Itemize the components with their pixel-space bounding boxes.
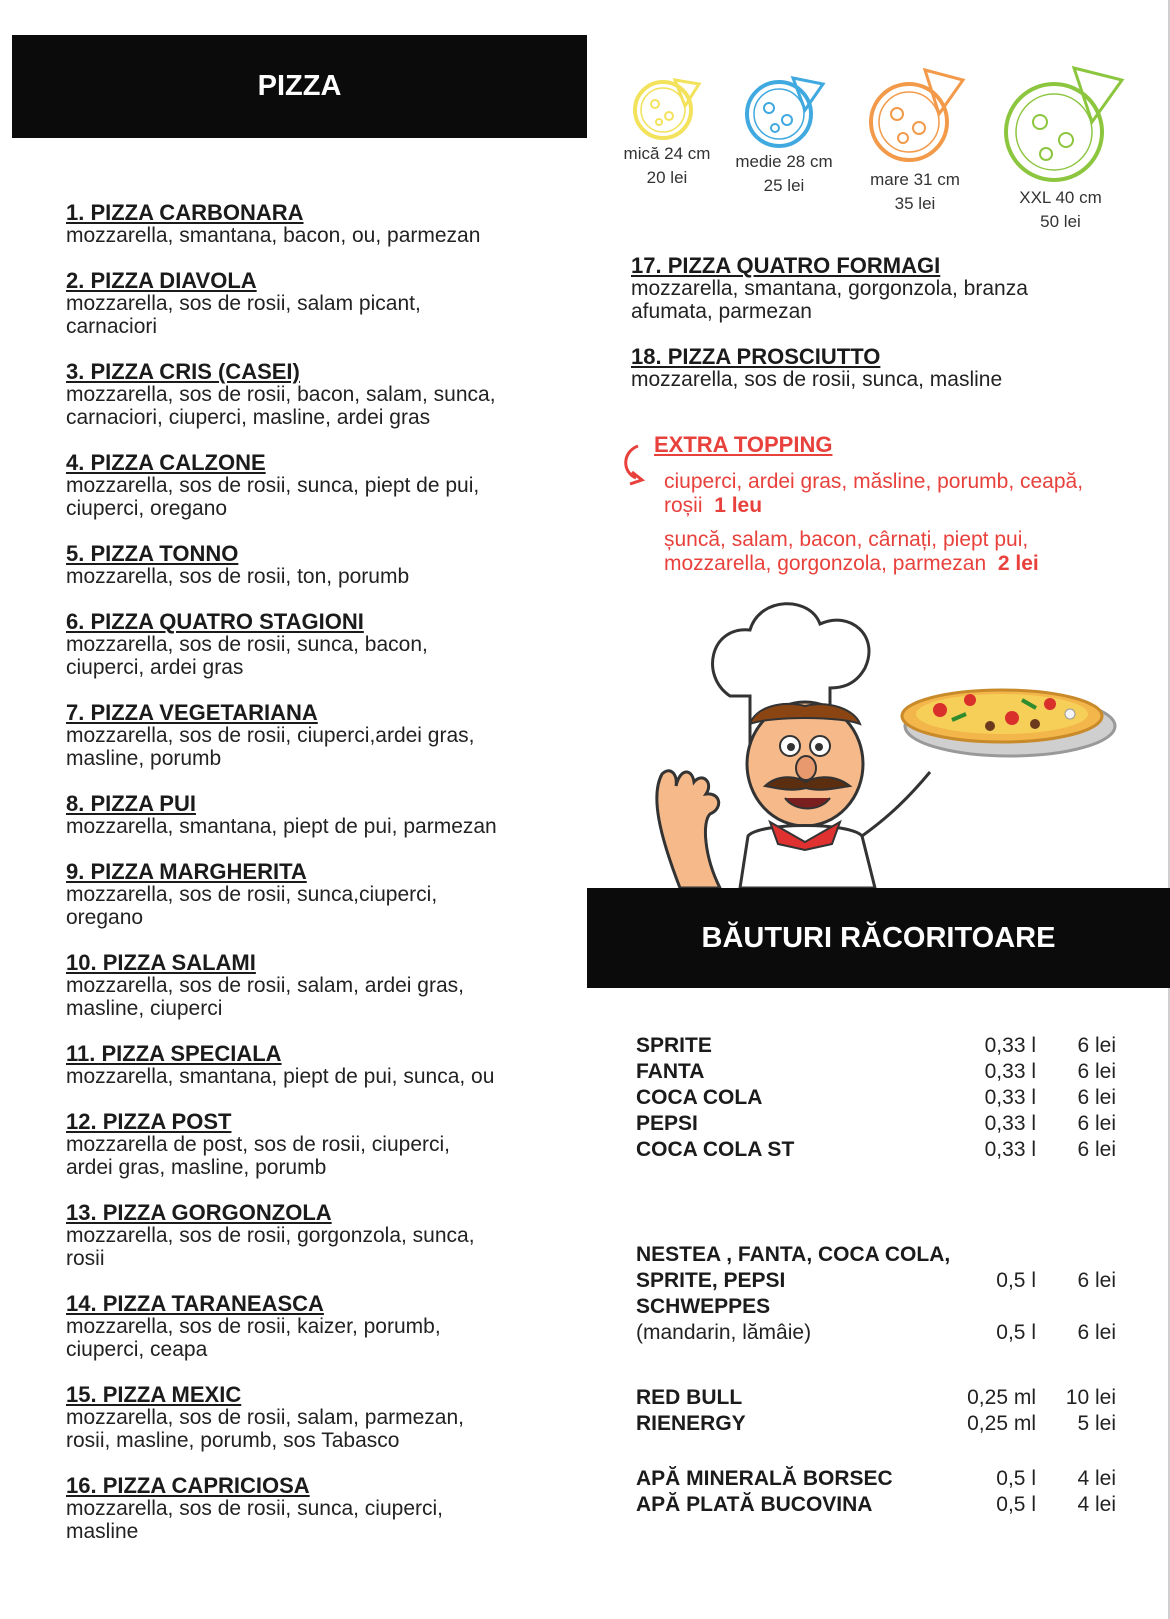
pizza-heading: PIZZA <box>12 35 587 138</box>
drink-volume: 0,25 ml <box>967 1412 1036 1435</box>
pizza-desc: mozzarella, sos de rosii, sunca, ciuperci, <box>66 1497 443 1520</box>
pizza-title: 7. PIZZA VEGETARIANA <box>66 700 318 725</box>
drink-price: 5 lei <box>1077 1412 1116 1435</box>
pizza-title: 1. PIZZA CARBONARA <box>66 200 304 225</box>
pizza-desc: mozzarella, smantana, piept de pui, parmezan <box>66 815 497 838</box>
drink-price: 10 lei <box>1065 1386 1116 1409</box>
drink-volume: 0,33 l <box>984 1034 1036 1057</box>
pizza-desc: mozzarella, sos de rosii, bacon, salam, sunca, <box>66 383 496 406</box>
size-small <box>612 70 722 190</box>
drink-name: FANTA <box>636 1060 705 1083</box>
size-xxl <box>988 62 1133 234</box>
pizza-item <box>631 254 1151 323</box>
pizza-desc: mozzarella, smantana, bacon, ou, parmezan <box>66 224 481 247</box>
pizza-desc: mozzarella, sos de rosii, salam, parmezan, <box>66 1406 464 1429</box>
small-pizza-icon <box>629 70 705 142</box>
pizza-desc: ciuperci, ardei gras <box>66 656 244 679</box>
drink-name: NESTEA , FANTA, COCA COLA, <box>636 1243 951 1266</box>
pizza-desc: ciuperci, ceapa <box>66 1338 208 1361</box>
drink-volume: 0,5 l <box>996 1467 1036 1490</box>
pizza-desc: mozzarella, sos de rosii, gorgonzola, sunca, <box>66 1224 475 1247</box>
pizza-item <box>66 1201 566 1270</box>
pizza-item <box>66 610 566 679</box>
pizza-title: 10. PIZZA SALAMI <box>66 950 256 975</box>
pizza-item <box>66 701 566 770</box>
pizza-desc: mozzarella, sos de rosii, sunca, bacon, <box>66 633 428 656</box>
size-large-label: mare 31 cm <box>870 170 960 189</box>
size-large-price: 35 lei <box>894 194 936 213</box>
drink-row <box>636 1321 1116 1347</box>
drink-price: 6 lei <box>1077 1086 1116 1109</box>
xxl-pizza-icon <box>994 62 1128 186</box>
extra-topping-line <box>664 470 1134 518</box>
pizza-item <box>66 1292 566 1361</box>
pizza-desc: ciuperci, oregano <box>66 497 228 520</box>
drink-subtitle: (mandarin, lămâie) <box>636 1321 812 1344</box>
pizza-item <box>66 451 566 520</box>
pizza-item <box>66 951 566 1020</box>
size-xxl-label: XXL 40 cm <box>1019 188 1102 207</box>
drink-volume: 0,33 l <box>984 1138 1036 1161</box>
pizza-desc: mozzarella, sos de rosii, ciuperci,ardei gras, <box>66 724 475 747</box>
pizza-item <box>66 201 566 247</box>
drinks-heading: BĂUTURI RĂCORITOARE <box>587 888 1170 988</box>
size-medium-price: 25 lei <box>763 176 805 195</box>
drink-name: SCHWEPPES <box>636 1295 771 1318</box>
pizza-desc: mozzarella, sos de rosii, kaizer, porumb, <box>66 1315 441 1338</box>
drink-name: RIENERGY <box>636 1412 746 1435</box>
drink-volume: 0,25 ml <box>967 1386 1036 1409</box>
pizza-desc: masline, porumb <box>66 747 222 770</box>
extra-topping-price: 1 leu <box>714 494 763 517</box>
pizza-title: 2. PIZZA DIAVOLA <box>66 268 257 293</box>
pizza-title: 6. PIZZA QUATRO STAGIONI <box>66 609 364 634</box>
drink-row <box>636 1086 1116 1112</box>
drink-volume: 0,33 l <box>984 1060 1036 1083</box>
pizza-desc: mozzarella, sos de rosii, sunca,ciuperci, <box>66 883 438 906</box>
pizza-desc: ardei gras, masline, porumb <box>66 1156 327 1179</box>
drink-volume: 0,5 l <box>996 1493 1036 1516</box>
drink-row <box>636 1034 1116 1060</box>
pizza-title: 12. PIZZA POST <box>66 1109 232 1134</box>
drink-volume: 0,33 l <box>984 1086 1036 1109</box>
pizza-desc: mozzarella, sos de rosii, salam picant, <box>66 292 421 315</box>
drink-name: RED BULL <box>636 1386 743 1409</box>
drink-name: SPRITE <box>636 1034 712 1057</box>
drink-row <box>636 1295 1116 1321</box>
drink-row <box>636 1412 1116 1438</box>
drink-price: 6 lei <box>1077 1112 1116 1135</box>
drink-volume: 0,33 l <box>984 1112 1036 1135</box>
pizza-item <box>66 860 566 929</box>
pizza-desc: mozzarella de post, sos de rosii, ciuperci, <box>66 1133 450 1156</box>
extra-topping-text: roșii <box>664 494 703 517</box>
size-xxl-price: 50 lei <box>1040 212 1081 231</box>
pizza-title: 11. PIZZA SPECIALA <box>66 1041 282 1066</box>
pizza-desc: mozzarella, smantana, piept de pui, sunca, ou <box>66 1065 495 1088</box>
extra-topping-line <box>664 528 1134 576</box>
drink-row <box>636 1386 1116 1412</box>
pizza-desc: mozzarella, sos de rosii, sunca, piept de pui, <box>66 474 480 497</box>
pizza-item <box>66 1383 566 1452</box>
pizza-desc: rosii, masline, porumb, sos Tabasco <box>66 1429 400 1452</box>
drink-row <box>636 1112 1116 1138</box>
size-large <box>850 64 980 216</box>
drink-name: COCA COLA ST <box>636 1138 795 1161</box>
drink-name: PEPSI <box>636 1112 698 1135</box>
drink-volume: 0,5 l <box>996 1321 1036 1344</box>
extra-topping-price: 2 lei <box>997 552 1039 575</box>
pizza-item <box>66 269 566 338</box>
extra-topping-text: ciuperci, ardei gras, măsline, porumb, ceapă, <box>664 470 1084 493</box>
extra-topping-title: EXTRA TOPPING <box>654 432 833 457</box>
pizza-item <box>66 792 566 838</box>
drink-name: APĂ MINERALĂ BORSEC <box>636 1467 893 1490</box>
size-medium-label: medie 28 cm <box>735 152 833 171</box>
pizza-desc: afumata, parmezan <box>631 300 812 323</box>
curved-arrow-icon <box>620 442 650 488</box>
drink-price: 6 lei <box>1077 1060 1116 1083</box>
pizza-title: 3. PIZZA CRIS (CASEI) <box>66 359 300 384</box>
pizza-item <box>66 542 566 588</box>
extra-topping-text: mozzarella, gorgonzola, parmezan <box>664 552 987 575</box>
pizza-title: 16. PIZZA CAPRICIOSA <box>66 1473 310 1498</box>
pizza-desc: carnaciori, ciuperci, masline, ardei gras <box>66 406 431 429</box>
pizza-item <box>631 345 1151 391</box>
pizza-title: 13. PIZZA GORGONZOLA <box>66 1200 332 1225</box>
pizza-title: 5. PIZZA TONNO <box>66 541 239 566</box>
drink-row <box>636 1243 1116 1269</box>
size-small-price: 20 lei <box>646 168 688 187</box>
drink-row <box>636 1493 1116 1519</box>
pizza-title: 17. PIZZA QUATRO FORMAGI <box>631 253 941 278</box>
drink-row <box>636 1467 1116 1493</box>
pizza-title: 4. PIZZA CALZONE <box>66 450 266 475</box>
pizza-item <box>66 1042 566 1088</box>
pizza-item <box>66 360 566 429</box>
size-medium <box>724 70 844 198</box>
pizza-item <box>66 1110 566 1179</box>
chef-illustration <box>640 596 1120 888</box>
pizza-desc: masline <box>66 1520 139 1543</box>
drink-price: 6 lei <box>1077 1321 1116 1344</box>
pizza-item <box>66 1474 566 1543</box>
drink-price: 6 lei <box>1077 1138 1116 1161</box>
size-small-label: mică 24 cm <box>623 144 711 163</box>
pizza-desc: mozzarella, sos de rosii, ton, porumb <box>66 565 410 588</box>
drink-row <box>636 1060 1116 1086</box>
pizza-title: 9. PIZZA MARGHERITA <box>66 859 307 884</box>
drink-price: 6 lei <box>1077 1269 1116 1292</box>
drink-volume: 0,5 l <box>996 1269 1036 1292</box>
pizza-title: 15. PIZZA MEXIC <box>66 1382 242 1407</box>
drink-name: COCA COLA <box>636 1086 763 1109</box>
drink-row <box>636 1269 1116 1295</box>
pizza-desc: mozzarella, smantana, gorgonzola, branza <box>631 277 1028 300</box>
extra-topping-text: șuncă, salam, bacon, cârnați, piept pui, <box>664 528 1029 551</box>
pizza-title: 8. PIZZA PUI <box>66 791 196 816</box>
drink-price: 4 lei <box>1077 1493 1116 1516</box>
drink-price: 4 lei <box>1077 1467 1116 1490</box>
pizza-desc: carnaciori <box>66 315 158 338</box>
pizza-desc: oregano <box>66 906 144 929</box>
drink-price: 6 lei <box>1077 1034 1116 1057</box>
drink-name: SPRITE, PEPSI <box>636 1269 786 1292</box>
pizza-desc: masline, ciuperci <box>66 997 223 1020</box>
medium-pizza-icon <box>739 70 829 150</box>
large-pizza-icon <box>863 64 967 168</box>
drink-row <box>636 1138 1116 1164</box>
pizza-title: 18. PIZZA PROSCIUTTO <box>631 344 881 369</box>
pizza-desc: mozzarella, sos de rosii, salam, ardei gras, <box>66 974 464 997</box>
drink-name: APĂ PLATĂ BUCOVINA <box>636 1493 873 1516</box>
pizza-title: 14. PIZZA TARANEASCA <box>66 1291 324 1316</box>
pizza-desc: mozzarella, sos de rosii, sunca, masline <box>631 368 1003 391</box>
pizza-desc: rosii <box>66 1247 105 1270</box>
